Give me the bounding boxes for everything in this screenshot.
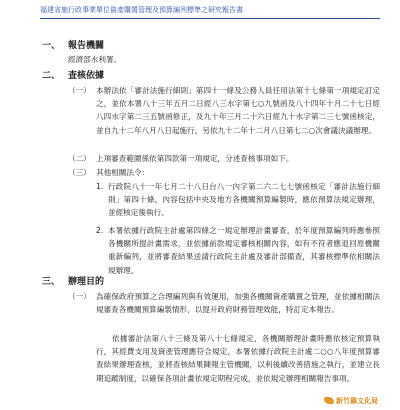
running-header: 福建省施行政事業單位資產購置管理及預算編列標準之研究報告書 xyxy=(40,6,243,14)
list-item-text: 其他相關法令： xyxy=(96,168,150,177)
list-item-text: 本署依據行政院主計處第四條之一規定辦理計畫審查，於年度預算編列時應參照各機關所提計畫需求，並依據前款規定審核相關內容，如有不符者應退回原機關重新編列，並將審查結果送請行政院主計處及審計部備查，其審核標準依相關法規辦理。 xyxy=(108,226,380,275)
publisher-logo xyxy=(324,397,378,406)
sub-list-item xyxy=(96,180,380,220)
section-heading-3 xyxy=(42,276,104,288)
list-item-text: 上項審查範圍係依第四款第一項規定，分述查核事項如下。 xyxy=(96,154,294,163)
sub-list-item xyxy=(96,224,380,290)
list-item-text: 本辦法依「審計法施行細則」第四十一條及公務人員任用法第十七條第一項規定訂定之，並依本署八十三年五月二日經八三水字第七○九號函及八十四年十月二十七日經八四水字第二三五號函修正，及九十年三月二十六日經九十水字第二三七號函核定，並自九十二年八月八日起施行，另依九十二年十二月八日第七二○次會議決議辦理。 xyxy=(96,86,380,135)
header-divider xyxy=(40,18,380,19)
section-1-body: 經濟部水利署。 xyxy=(68,55,122,64)
section-title: 報告機關 xyxy=(68,41,105,51)
logo-text: 新竹縣文化局 xyxy=(336,397,378,405)
list-item-text: 行政院八十一年七月二十八日台八一內字第二六二七七號函核定「審計法施行細則」第四十條，內容包括中央及地方各機關預算編製時，應依預算法規定辦理，並經核定後執行。 xyxy=(108,182,380,218)
section-title: 辦理目的 xyxy=(68,277,105,287)
list-item-text: 為確保政府預算之合理編列與有效運用，加強各機關資產購置之管理，並依據相關法規審查各機關預算編製情形，以提升政府財務管理效能，特訂定本報告。 xyxy=(96,292,380,315)
section-heading-1 xyxy=(42,40,104,52)
section-number: 一、 xyxy=(42,41,61,51)
list-marker: （二） xyxy=(68,154,91,163)
section-number: 二、 xyxy=(42,71,61,81)
section-heading-2 xyxy=(42,70,104,82)
list-item xyxy=(68,84,380,150)
list-item xyxy=(68,290,380,330)
list-marker: 2. xyxy=(96,226,104,235)
section-3-paragraph: 依據審計法第八十三條及第八十七條規定，各機關辦理計畫時應依核定預算執行，其經費支用及資產管理應符合規定，本署依據行政院主計處二○○八年度預算審查結果辦理查核，並將查核結果陳報主管機關，以利後續改善措施之執行，並建立長期追蹤制度，以確保各項計畫依規定期程完成，並依規定辦理相關報告事項。 xyxy=(96,334,380,383)
list-marker: 1. xyxy=(96,182,104,191)
list-marker: （三） xyxy=(68,168,91,177)
section-title: 查核依據 xyxy=(68,71,105,81)
logo-icon xyxy=(324,397,334,404)
list-item xyxy=(68,166,380,180)
list-marker: （一） xyxy=(68,86,91,95)
list-marker: （一） xyxy=(68,292,91,301)
list-item xyxy=(68,152,380,166)
section-number: 三、 xyxy=(42,277,61,287)
